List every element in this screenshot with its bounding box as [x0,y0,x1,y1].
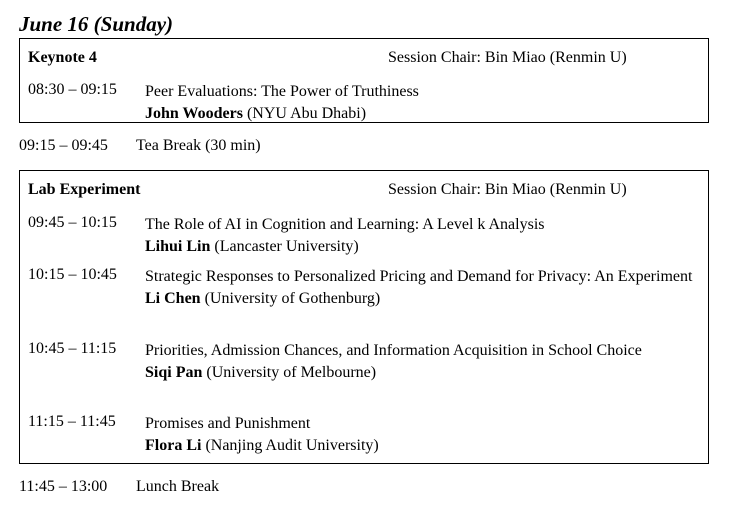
speaker-line [145,362,698,384]
talk-time: 09:45 – 10:15 [28,214,117,231]
session-chair: Session Chair: Bin Miao (Renmin U) [388,181,627,198]
session-chair: Session Chair: Bin Miao (Renmin U) [388,49,627,66]
session-header [28,49,700,69]
talk-title: The Role of AI in Cognition and Learning: A Level k Analysis [145,216,545,233]
talk-body [145,340,698,383]
speaker-name: Flora Li [145,436,202,454]
talk-time: 10:45 – 11:15 [28,340,117,357]
session-header [28,181,700,201]
speaker-affiliation: (University of Gothenburg) [200,289,381,307]
talk-time: 10:15 – 10:45 [28,266,117,283]
speaker-line [145,435,698,457]
speaker-name: Siqi Pan [145,363,203,381]
session-keynote-4 [19,38,709,123]
talk-time: 11:15 – 11:45 [28,413,116,430]
talk-title: Strategic Responses to Personalized Pricing and Demand for Privacy: An Experiment [145,268,693,285]
speaker-line [145,288,698,310]
speaker-name: Li Chen [145,289,201,307]
talk-time: 08:30 – 09:15 [28,81,117,98]
speaker-line [145,103,698,125]
talk-body [145,81,698,124]
talk-body [145,266,698,309]
talk-title: Promises and Punishment [145,415,311,432]
talk-body [145,413,698,456]
break-label: Tea Break (30 min) [136,137,261,154]
session-name: Lab Experiment [28,181,141,198]
session-name: Keynote 4 [28,49,97,66]
break-time: 11:45 – 13:00 [19,478,108,495]
break-label: Lunch Break [136,478,220,495]
break-row-lunch [19,478,219,496]
day-title: June 16 (Sunday) [19,12,174,36]
talk-body [145,214,698,257]
talk-title: Peer Evaluations: The Power of Truthiness [145,83,419,100]
talk-title: Priorities, Admission Chances, and Information Acquisition in School Choice [145,342,642,359]
session-lab-experiment [19,170,709,464]
speaker-affiliation: (NYU Abu Dhabi) [242,104,367,122]
break-time: 09:15 – 09:45 [19,137,108,154]
speaker-line [145,236,698,258]
speaker-name: Lihui Lin [145,237,211,255]
speaker-affiliation: (Lancaster University) [210,237,359,255]
speaker-affiliation: (Nanjing Audit University) [201,436,379,454]
break-row-tea [19,137,261,155]
speaker-name: John Wooders [145,104,243,122]
speaker-affiliation: (University of Melbourne) [202,363,377,381]
